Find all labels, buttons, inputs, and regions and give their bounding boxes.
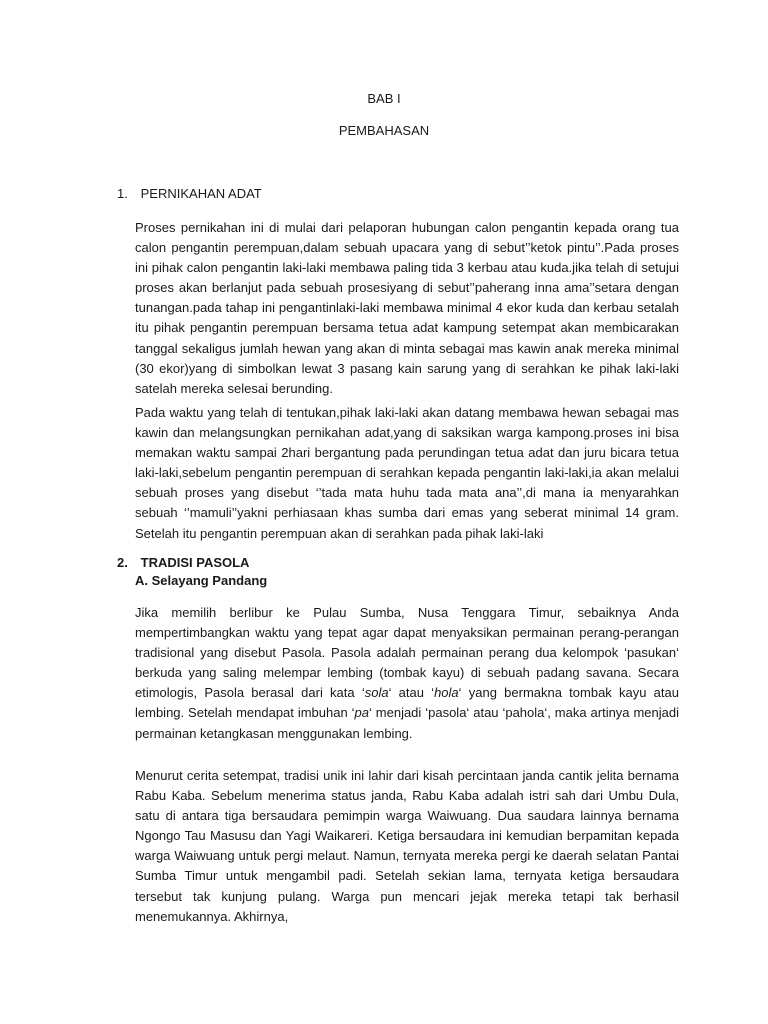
italic-term-pa: pa: [354, 705, 369, 721]
section-2-subheading: A. Selayang Pandang: [135, 573, 268, 588]
paragraph-text: ‘ atau ‘: [388, 685, 435, 701]
paragraph-text: ‘ yang bermakna tombak kayu atau lembing. Setelah mendapat imbuhan ‘: [135, 685, 679, 721]
chapter-title: BAB I: [367, 91, 401, 106]
section-1-title: PERNIKAHAN ADAT: [140, 186, 262, 201]
italic-term-sola: sola: [364, 685, 389, 701]
paragraph-text: ‘ menjadi ‘pasola‘ atau ‘pahola‘, maka artinya menjadi permainan ketangkasan menggunakan lembing.: [135, 705, 679, 741]
section-2-paragraph-2: Menurut cerita setempat, tradisi unik ini lahir dari kisah percintaan janda cantik jelita bernama Rabu Kaba. Sebelum menerima status janda, Rabu Kaba adalah istri sah dari Umbu Dula, satu di antara tiga bersaudara pemimpin warga Waiwuang. Dua saudara lainnya bernama Ngongo Tau Masusu dan Yagi Waikareri. Ketiga bersaudara ini kemudian berpamitan kepada warga Waiwuang untuk pergi melaut. Namun, ternyata mereka pergi ke daerah selatan Pantai Sumba Timur untuk mengambil padi. Setelah sekian lama, ternyata ketiga bersaudara tersebut tak kunjung pulang. Warga pun mencari jejak mereka tetapi tak berhasil menemukannya. Akhirnya,: [135, 768, 679, 924]
paragraph-text: Jika memilih berlibur ke Pulau Sumba, Nusa Tenggara Timur, sebaiknya Anda mempertimbangkan waktu yang tepat agar dapat menyaksikan permainan perang-perangan tradisional yang disebut Pasola. Pasola adalah permainan perang dua kelompok ‘pasukan‘ berkuda yang saling melempar lembing (tombak kayu) di sebuah padang savana. Secara etimologis, Pasola berasal dari kata ‘: [135, 605, 679, 701]
chapter-subtitle: PEMBAHASAN: [338, 123, 430, 138]
italic-term-hola: hola: [434, 685, 459, 701]
section-1-heading: [117, 186, 262, 201]
section-1-number: 1.: [117, 186, 128, 201]
section-2-heading: [117, 555, 249, 570]
section-2-title: TRADISI PASOLA: [140, 555, 250, 570]
section-2-number: 2.: [117, 555, 128, 570]
section-1-paragraph-2: Pada waktu yang telah di tentukan,pihak laki-laki akan datang membawa hewan sebagai mas kawin dan melangsungkan pernikahan adat,yang di saksikan warga kampong.proses ini bisa memakan waktu sampai 2hari bergantung pada perundingan tetua adat dan juru bicara tetua laki-laki,sebelum pengantin perempuan di serahkan kepada pengantin laki-laki,ia akan melalui sebuah proses yang disebut ‘’tada mata huhu tada mata ana’’,di mana ia menyarahkan sebuah ‘’mamuli’’yakni perhiasaan khas sumba dari emas yang seberat minimal 14 gram. Setelah itu pengantin perempuan akan di serahkan pada pihak laki-laki: [135, 405, 679, 541]
section-2-paragraph-1: [135, 603, 679, 744]
section-1-paragraph-1: Proses pernikahan ini di mulai dari pelaporan hubungan calon pengantin kepada orang tua calon pengantin perempuan,dalam sebuah upacara yang di sebut’’ketok pintu’’.Pada proses ini pihak calon pengantin laki-laki membawa paling tida 3 kerbau atau kuda.jika telah di setujui proses akan berlanjut pada sebuah prosesiyang di sebut’’paherang inna ama’’setara dengan tunangan.pada tahap ini pengantinlaki-laki membawa minimal 4 ekor kuda dan kerbau setalah itu pihak pengantin perempuan bersama tetua adat kampung setempat akan membicarakan tanggal sekaligus jumlah hewan yang akan di minta sebagai mas kawin anak mereka minimal (30 ekor)yang di simbolkan lewat 3 pasang kain sarung yang di serahkan ke pihak laki-laki satelah mereka selesai berunding.: [135, 220, 679, 396]
